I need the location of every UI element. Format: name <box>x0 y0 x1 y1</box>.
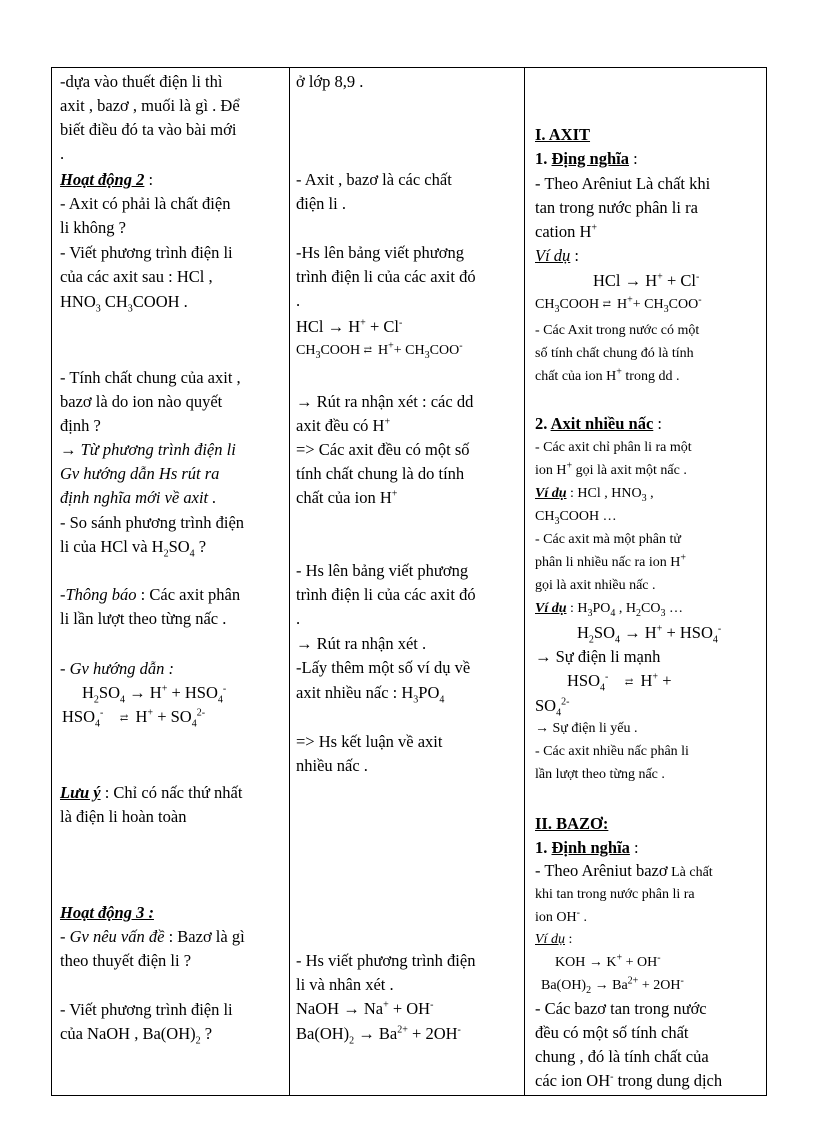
teacher-activity-column <box>52 68 289 1095</box>
example-label: Ví dụ : <box>535 932 573 947</box>
content-text: ion OH- . <box>535 907 587 925</box>
question-text: theo thuyết điện li ? <box>60 951 192 970</box>
student-text: → Rút ra nhận xét : các dd <box>296 392 474 411</box>
student-text: . <box>296 609 301 628</box>
note-text: Lưu ý : Chỉ có nấc thứ nhất <box>60 783 243 802</box>
equation: $H_2SO_4 \to H^+ + HSO_4^-$ <box>577 623 722 646</box>
equation: NaOH → Na+ + OH- <box>296 999 434 1018</box>
content-text: ion H+ gọi là axit một nấc . <box>535 460 687 478</box>
equation: $SO_4^{2-}$ <box>535 696 570 719</box>
notice-text: li lần lượt theo từng nấc . <box>60 609 227 628</box>
intro-line: . <box>60 144 65 163</box>
content-text: - Các bazơ tan trong nước <box>535 999 707 1018</box>
student-text: nhiều nấc . <box>296 756 368 775</box>
content-text: $CH_3COOH$ … <box>535 509 617 527</box>
student-text: trình điện li của các axit đó <box>296 585 476 604</box>
intro-line: -dựa vào thuết điện li thì <box>60 72 223 91</box>
question-text: bazơ là do ion nào quyết <box>60 392 223 411</box>
content-text: khi tan trong nước phân li ra <box>535 887 695 902</box>
question-text: - Axit có phải là chất điện <box>60 194 231 213</box>
content-text: chung , đó là tính chất của <box>535 1047 709 1066</box>
content-text: các ion OH- trong dung dịch <box>535 1071 723 1090</box>
lesson-content-column <box>525 68 768 1095</box>
student-text: axit đều có H+ <box>296 416 391 435</box>
student-text: → Rút ra nhận xét . <box>296 634 427 653</box>
content-text: - Các axit mà một phân tử <box>535 532 681 547</box>
student-text: -Lấy thêm một số ví dụ về <box>296 658 471 677</box>
guidance-text: Gv hướng dẫn Hs rút ra <box>60 464 220 483</box>
subsection-heading: 1. Định nghĩa : <box>535 838 639 857</box>
content-text: - Các axit chỉ phân li ra một <box>535 440 692 455</box>
equation: $CH_3COOH$ ⇄ $H^++ CH_3COO^-$ <box>535 294 702 315</box>
question-text: - Gv nêu vấn đề : Bazơ là gì <box>60 927 245 946</box>
activity-3-heading: Hoạt động 3 : <box>60 903 154 922</box>
student-text: - Axit , bazơ là các chất <box>296 170 452 189</box>
guidance-text: - Gv hướng dẫn : <box>60 659 175 678</box>
content-text: phân li nhiều nấc ra ion H+ <box>535 552 687 570</box>
equilibrium-arrow-icon: ⇄ <box>363 345 372 356</box>
content-text: số tính chất chung đó là tính <box>535 346 694 361</box>
content-text: gọi là axit nhiều nấc . <box>535 578 656 593</box>
equation: $HSO_4^-$ ⇄ H+ + <box>567 671 672 694</box>
content-text: đều có một số tính chất <box>535 1023 689 1042</box>
student-text: => Hs kết luận về axit <box>296 732 443 751</box>
notice-text: -Thông báo : Các axit phân <box>60 585 241 604</box>
activity-2-heading: Hoạt động 2 : <box>60 170 154 189</box>
content-text: cation H+ <box>535 222 597 241</box>
content-text: - Các Axit trong nước có một <box>535 323 700 338</box>
equation: $Ba(OH)_2 \to Ba^{2+} + 2OH^-$ <box>541 975 684 996</box>
intro-line: axit , bazơ , muối là gì . Để <box>60 96 240 115</box>
content-text: tan trong nước phân li ra <box>535 198 698 217</box>
question-text: - Viết phương trình điện li <box>60 1000 233 1019</box>
question-text: li không ? <box>60 218 126 237</box>
equation: $CH_3COOH$ ⇄ $H^++ CH_3COO^-$ <box>296 340 463 361</box>
student-text: => Các axit đều có một số <box>296 440 470 459</box>
student-text: chất của ion H+ <box>296 488 398 507</box>
question-text: của các axit sau : HCl , <box>60 267 213 286</box>
example-line: Ví dụ : $H_3PO_4$ , $H_2CO_3$ … <box>535 601 683 619</box>
note-text: là điện li hoàn toàn <box>60 807 187 826</box>
student-text: điện li . <box>296 194 346 213</box>
content-text: → Sự điện li yếu . <box>535 721 638 736</box>
question-text: định ? <box>60 416 101 435</box>
student-text: li và nhân xét . <box>296 975 394 994</box>
content-text: lần lượt theo từng nấc . <box>535 767 665 782</box>
equation: $HSO_4^-$ ⇄ $H^+ + SO_4^{2-}$ <box>62 707 206 730</box>
equation: $Ba(OH)_2 \to Ba^{2+} + 2OH^-$ <box>296 1024 461 1047</box>
section-heading-axit: I. AXIT <box>535 125 591 144</box>
content-text: - Theo Arêniut bazơ Là chất <box>535 861 713 880</box>
content-text: chất của ion H+ trong dd . <box>535 366 680 384</box>
question-formula: li của HCl và $H_2SO_4$ ? <box>60 537 207 560</box>
equation: HCl → H+ + Cl- <box>296 317 403 336</box>
equilibrium-arrow-icon: ⇄ <box>602 299 611 310</box>
student-text: trình điện li của các axit đó <box>296 267 476 286</box>
lesson-table <box>51 67 767 1096</box>
guidance-text: định nghĩa mới về axit . <box>60 488 217 507</box>
student-text: - Hs lên bảng viết phương <box>296 561 469 580</box>
question-text: - Viết phương trình điện li <box>60 243 233 262</box>
student-text: axit nhiều nấc : $H_3PO_4$ <box>296 683 445 706</box>
content-text: - Theo Arêniut Là chất khi <box>535 174 711 193</box>
student-text: -Hs lên bảng viết phương <box>296 243 464 262</box>
section-heading-bazo: II. BAZƠ: <box>535 814 609 833</box>
student-text: . <box>296 291 301 310</box>
intro-line: biết điều đó ta vào bài mới <box>60 120 237 139</box>
example-label: Ví dụ : <box>535 246 580 265</box>
guidance-text: → Từ phương trình điện li <box>60 440 236 459</box>
student-text: - Hs viết phương trình điện <box>296 951 476 970</box>
student-text: tính chất chung là do tính <box>296 464 465 483</box>
subsection-heading: 2. Axit nhiều nấc : <box>535 414 662 433</box>
question-text: - So sánh phương trình điện <box>60 513 245 532</box>
student-text: ở lớp 8,9 . <box>296 72 364 91</box>
content-text: - Các axit nhiều nấc phân li <box>535 744 689 759</box>
question-formula: $HNO_3$ $CH_3COOH$ . <box>60 292 188 315</box>
equilibrium-arrow-icon: ⇄ <box>624 677 633 688</box>
subsection-heading: 1. Địng nghĩa : <box>535 149 638 168</box>
student-activity-column <box>290 68 524 1095</box>
example-line: Ví dụ : HCl , $HNO_3$ , <box>535 486 654 504</box>
equation: $H_2SO_4 \to H^+ + HSO_4^-$ <box>82 683 227 706</box>
equation: HCl → H+ + Cl- <box>593 271 700 290</box>
question-text: - Tính chất chung của axit , <box>60 368 241 387</box>
content-text: → Sự điện li mạnh <box>535 647 661 666</box>
equilibrium-arrow-icon: ⇄ <box>119 713 128 724</box>
question-formula: của NaOH , $Ba(OH)_2$ ? <box>60 1024 213 1047</box>
equation: KOH → K+ + OH- <box>555 952 661 970</box>
